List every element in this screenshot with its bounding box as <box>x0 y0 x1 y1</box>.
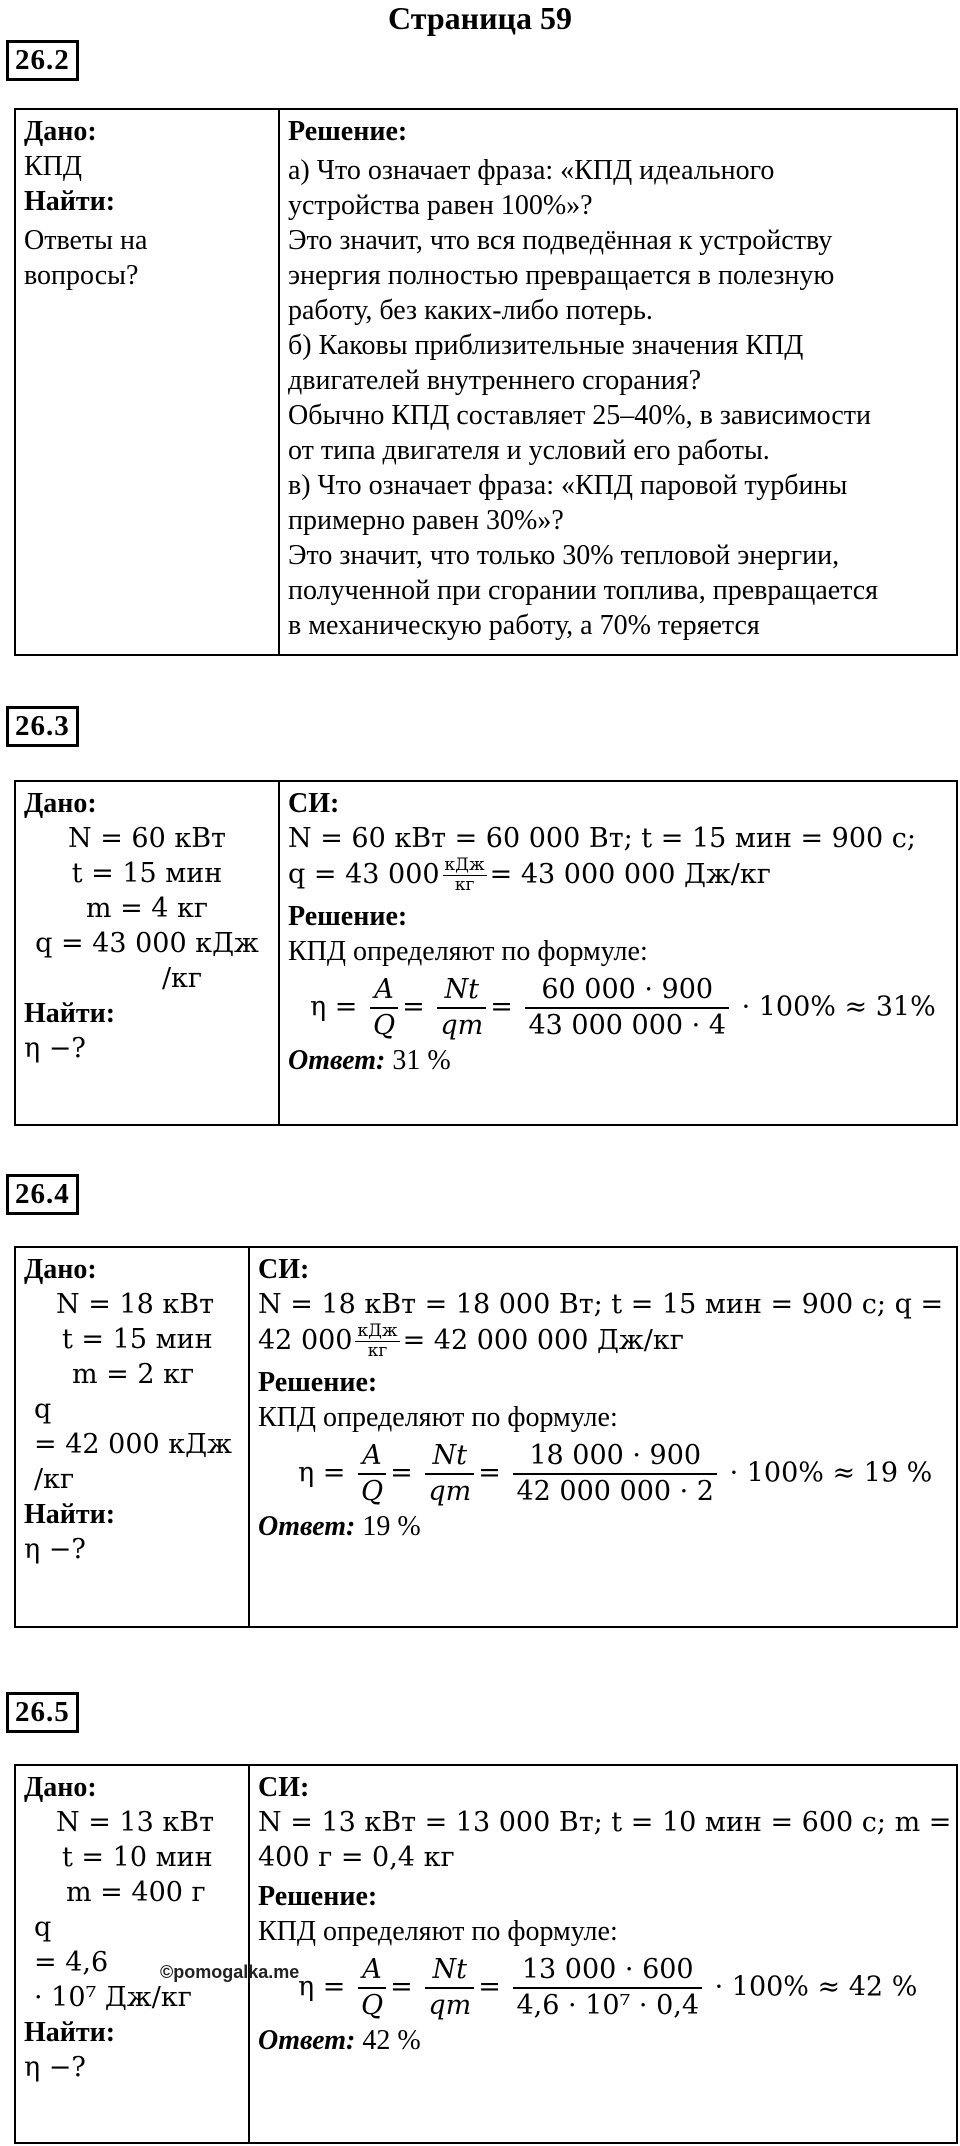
unit-denominator: кг <box>454 875 475 895</box>
numerator: A <box>358 1953 386 1989</box>
find-item: η −? <box>24 1033 86 1064</box>
denominator: 42 000 000 · 2 <box>516 1476 714 1507</box>
given-item: = 4,6 <box>34 1947 109 1978</box>
solution-line: примерно равен 30%»? <box>288 505 564 536</box>
given-label: Дано: <box>24 788 97 819</box>
solution-line: в механическую работу, а 70% теряется <box>288 610 760 641</box>
given-item: /кг <box>34 1464 75 1495</box>
problem-table-26-2 <box>14 108 958 656</box>
si-line: N = 18 кВт = 18 000 Вт; t = 15 мин = 900 с; q = <box>258 1289 944 1320</box>
formula-tail: · 100% ≈ 19 % <box>729 1457 933 1489</box>
problem-number: 26.2 <box>6 40 79 81</box>
answer-line <box>288 1043 948 1078</box>
given-cell <box>15 1247 249 1627</box>
answer-label: Ответ: <box>288 1045 386 1076</box>
given-item: q = 43 000 кДж <box>35 928 259 959</box>
given-item: /кг <box>161 963 203 994</box>
given-label: Дано: <box>24 1254 97 1285</box>
problem-number: 26.3 <box>6 706 79 747</box>
answer-label: Ответ: <box>258 2025 356 2056</box>
page-title: Страница 59 <box>388 0 572 36</box>
problem-number: 26.4 <box>6 1174 79 1215</box>
si-q-pre: q = 43 000 <box>288 859 440 890</box>
given-item: N = 60 кВт <box>67 823 226 854</box>
formula-tail: · 100% ≈ 42 % <box>714 1971 918 2003</box>
formula: η = $\frac{A}{Q}$ = $\frac{Nt}{qm}$ = $\frac{18 000 \cdot 900}{42 000 000 \cdot 2}$ · 100% ≈ 19 % <box>298 1440 933 1507</box>
si-label: СИ: <box>288 788 340 819</box>
given-item: t = 10 мин <box>62 1842 213 1873</box>
unit-denominator: кг <box>367 1341 388 1361</box>
denominator: Q <box>372 1010 396 1041</box>
si-label: СИ: <box>258 1254 310 1285</box>
given-item: t = 15 мин <box>71 858 223 889</box>
si-line: 400 г = 0,4 кг <box>258 1842 455 1873</box>
problem-table-26-3 <box>14 780 958 1126</box>
si-q-line <box>258 1322 948 1361</box>
fraction-values <box>513 1953 702 2023</box>
fraction-nt-qm <box>425 1953 474 2023</box>
watermark: ©pomogalka.me <box>160 1962 300 1982</box>
unit-fraction <box>443 856 487 895</box>
solution-line: Это значит, что вся подведённая к устройству <box>288 225 833 256</box>
numerator: A <box>370 973 398 1009</box>
problem-table-26-5 <box>14 1764 958 2144</box>
si-q-post: = 42 000 000 Дж/кг <box>402 1325 684 1356</box>
solution-line: полученной при сгорании топлива, превращается <box>288 575 879 606</box>
formula-intro: КПД определяют по формуле: <box>258 1916 618 1947</box>
problem-table-26-4 <box>14 1246 958 1628</box>
si-line: N = 13 кВт = 13 000 Вт; t = 10 мин = 600 с; m = <box>258 1807 952 1838</box>
solution-label: Решение: <box>288 901 408 932</box>
solution-cell <box>249 1765 957 2143</box>
denominator: Q <box>360 1990 384 2021</box>
find-item: вопросы? <box>24 260 139 291</box>
denominator: qm <box>428 1990 472 2021</box>
find-label: Найти: <box>24 2017 116 2048</box>
denominator: 4,6 · 10⁷ · 0,4 <box>516 1990 700 2021</box>
answer-value: 19 % <box>362 1511 421 1542</box>
solution-line: а) Что означает фраза: «КПД идеального <box>288 155 775 186</box>
find-item: η −? <box>24 1534 86 1565</box>
formula-intro: КПД определяют по формуле: <box>258 1402 618 1433</box>
find-label: Найти: <box>24 1499 116 1530</box>
numerator: Nt <box>437 973 486 1009</box>
si-q-pre: 42 000 <box>258 1325 353 1356</box>
denominator: qm <box>428 1476 472 1507</box>
answer-value: 31 % <box>392 1045 451 1076</box>
fraction-values <box>513 1439 717 1509</box>
fraction-a-q <box>370 973 398 1043</box>
si-q-post: = 43 000 000 Дж/кг <box>489 859 771 890</box>
denominator: 43 000 000 · 4 <box>528 1010 726 1041</box>
unit-numerator: кДж <box>444 855 485 875</box>
si-line: N = 60 кВт = 60 000 Вт; t = 15 мин = 900 с; <box>288 823 917 854</box>
fraction-a-q <box>358 1953 386 2023</box>
given-item: · 10⁷ Дж/кг <box>34 1982 192 2013</box>
solution-label: Решение: <box>258 1881 378 1912</box>
answer-line <box>258 2023 948 2058</box>
formula-lhs: η = <box>298 1457 346 1489</box>
solution-line: Обычно КПД составляет 25–40%, в зависимости <box>288 400 871 431</box>
given-item: q <box>34 1912 52 1943</box>
fraction-nt-qm <box>437 973 486 1043</box>
given-cell <box>15 109 279 655</box>
solution-line: б) Каковы приблизительные значения КПД <box>288 330 804 361</box>
fraction-nt-qm <box>425 1439 474 1509</box>
numerator: 13 000 · 600 <box>513 1953 702 1989</box>
given-item: t = 15 мин <box>62 1324 213 1355</box>
answer-line <box>258 1509 948 1544</box>
given-label: Дано: <box>24 1772 97 1803</box>
si-q-line <box>288 856 948 895</box>
given-item: N = 13 кВт <box>56 1807 215 1838</box>
denominator: qm <box>440 1010 484 1041</box>
answer-label: Ответ: <box>258 1511 356 1542</box>
find-item: η −? <box>24 2052 86 2083</box>
solution-cell <box>279 781 957 1125</box>
numerator: 18 000 · 900 <box>513 1439 717 1475</box>
given-item: m = 2 кг <box>72 1359 195 1390</box>
unit-numerator: кДж <box>357 1321 398 1341</box>
fraction-a-q <box>358 1439 386 1509</box>
given-item: m = 4 кг <box>85 893 209 924</box>
problem-number: 26.5 <box>6 1692 79 1733</box>
formula-intro: КПД определяют по формуле: <box>288 936 648 967</box>
solution-cell <box>279 109 957 655</box>
solution-line: устройства равен 100%»? <box>288 190 593 221</box>
find-label: Найти: <box>24 186 116 217</box>
find-label: Найти: <box>24 998 116 1029</box>
given-item: N = 18 кВт <box>56 1289 215 1320</box>
formula-lhs: η = <box>310 991 358 1023</box>
solution-line: работу, без каких-либо потерь. <box>288 295 653 326</box>
given-item: q <box>34 1394 52 1425</box>
solution-label: Решение: <box>288 116 408 147</box>
given-cell <box>15 781 279 1125</box>
find-item: Ответы на <box>24 225 148 256</box>
formula: η = $\frac{A}{Q}$ = $\frac{Nt}{qm}$ = $\frac{13 000 \cdot 600}{\text{4,6 · 10⁷ · 0,4}}$ · 100% ≈ 42 % <box>298 1954 918 2021</box>
numerator: 60 000 · 900 <box>525 973 729 1009</box>
answer-value: 42 % <box>362 2025 421 2056</box>
solution-line: от типа двигателя и условий его работы. <box>288 435 770 466</box>
numerator: Nt <box>425 1439 474 1475</box>
denominator: Q <box>360 1476 384 1507</box>
unit-fraction <box>355 1322 399 1361</box>
formula-tail: · 100% ≈ 31% <box>741 991 936 1023</box>
solution-line: энергия полностью превращается в полезную <box>288 260 835 291</box>
solution-cell <box>249 1247 957 1627</box>
given-item: m = 400 г <box>66 1877 206 1908</box>
solution-line: Это значит, что только 30% тепловой энергии, <box>288 540 840 571</box>
si-label: СИ: <box>258 1772 310 1803</box>
given-item: КПД <box>24 151 82 182</box>
fraction-values <box>525 973 729 1043</box>
numerator: A <box>358 1439 386 1475</box>
solution-label: Решение: <box>258 1367 378 1398</box>
given-item: = 42 000 кДж <box>34 1429 232 1460</box>
formula-lhs: η = <box>298 1971 346 2003</box>
given-label: Дано: <box>24 116 97 147</box>
numerator: Nt <box>425 1953 474 1989</box>
given-cell <box>15 1765 249 2143</box>
solution-line: в) Что означает фраза: «КПД паровой турбины <box>288 470 848 501</box>
solution-line: двигателей внутреннего сгорания? <box>288 365 701 396</box>
formula: η = $\frac{A}{Q}$ = $\frac{Nt}{qm}$ = $\frac{60 000 \cdot 900}{43 000 000 \cdot 4}$ · 100% ≈ 31% <box>310 974 936 1041</box>
